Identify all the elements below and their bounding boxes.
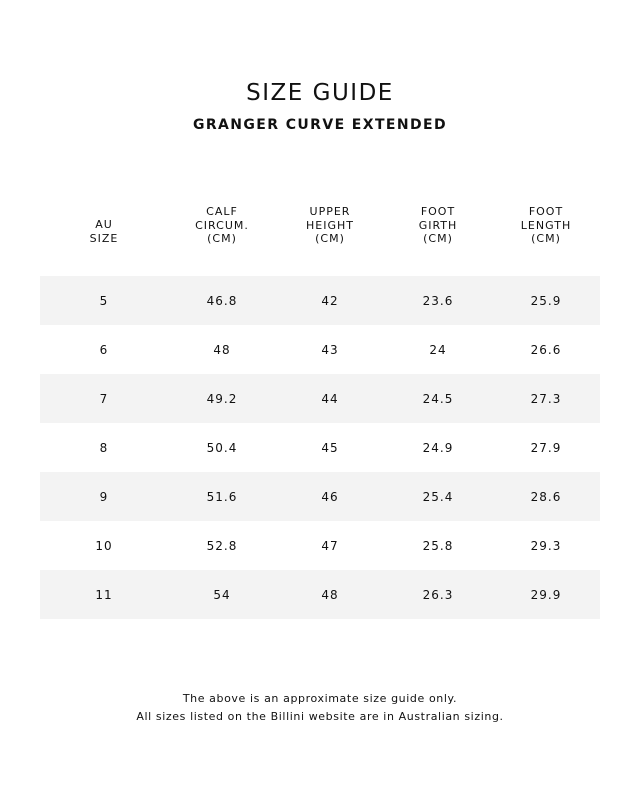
cell-upper-height: 46 bbox=[321, 489, 339, 504]
cell-upper-height: 43 bbox=[321, 342, 339, 357]
cell-au-size: 8 bbox=[99, 440, 109, 455]
cell-au-size: 11 bbox=[95, 587, 113, 602]
cell-foot-length: 27.3 bbox=[530, 391, 562, 406]
cell-upper-height: 45 bbox=[321, 440, 339, 455]
header-calf-circumference: CALF CIRCUM. (CM) bbox=[195, 205, 249, 245]
cell-foot-girth: 24.9 bbox=[422, 440, 454, 455]
table-row bbox=[40, 423, 600, 472]
cell-foot-girth: 26.3 bbox=[422, 587, 454, 602]
product-name: GRANGER CURVE EXTENDED bbox=[192, 117, 448, 133]
cell-foot-length: 25.9 bbox=[530, 293, 562, 308]
cell-au-size: 5 bbox=[99, 293, 109, 308]
table-row bbox=[40, 472, 600, 521]
cell-foot-girth: 25.4 bbox=[422, 489, 454, 504]
disclaimer-note: The above is an approximate size guide only. bbox=[182, 692, 458, 705]
cell-upper-height: 48 bbox=[321, 587, 339, 602]
cell-au-size: 9 bbox=[99, 489, 109, 504]
cell-calf-circumference: 52.8 bbox=[206, 538, 238, 553]
cell-foot-length: 26.6 bbox=[530, 342, 562, 357]
cell-foot-girth: 23.6 bbox=[422, 293, 454, 308]
cell-upper-height: 47 bbox=[321, 538, 339, 553]
page-title: SIZE GUIDE bbox=[246, 80, 394, 106]
cell-calf-circumference: 48 bbox=[213, 342, 231, 357]
cell-foot-length: 29.9 bbox=[530, 587, 562, 602]
header-au-size: AU SIZE bbox=[89, 218, 119, 245]
cell-foot-length: 27.9 bbox=[530, 440, 562, 455]
table-header bbox=[40, 205, 600, 276]
header-upper-height: UPPER HEIGHT (CM) bbox=[306, 205, 354, 245]
cell-foot-girth: 25.8 bbox=[422, 538, 454, 553]
cell-upper-height: 42 bbox=[321, 293, 339, 308]
cell-au-size: 6 bbox=[99, 342, 109, 357]
cell-calf-circumference: 46.8 bbox=[206, 293, 238, 308]
cell-calf-circumference: 50.4 bbox=[206, 440, 238, 455]
header-foot-length: FOOT LENGTH (CM) bbox=[520, 205, 572, 245]
cell-foot-girth: 24.5 bbox=[422, 391, 454, 406]
table-row bbox=[40, 374, 600, 423]
sizing-note: All sizes listed on the Billini website are in Australian sizing. bbox=[136, 710, 504, 723]
cell-calf-circumference: 54 bbox=[213, 587, 231, 602]
cell-calf-circumference: 51.6 bbox=[206, 489, 238, 504]
cell-foot-girth: 24 bbox=[429, 342, 447, 357]
cell-calf-circumference: 49.2 bbox=[206, 391, 238, 406]
cell-upper-height: 44 bbox=[321, 391, 339, 406]
size-table bbox=[40, 205, 600, 619]
header-foot-girth: FOOT GIRTH (CM) bbox=[418, 205, 458, 245]
cell-foot-length: 29.3 bbox=[530, 538, 562, 553]
table-row bbox=[40, 276, 600, 325]
table-row bbox=[40, 521, 600, 570]
table-row bbox=[40, 325, 600, 374]
cell-au-size: 10 bbox=[95, 538, 113, 553]
table-row bbox=[40, 570, 600, 619]
cell-foot-length: 28.6 bbox=[530, 489, 562, 504]
cell-au-size: 7 bbox=[99, 391, 109, 406]
